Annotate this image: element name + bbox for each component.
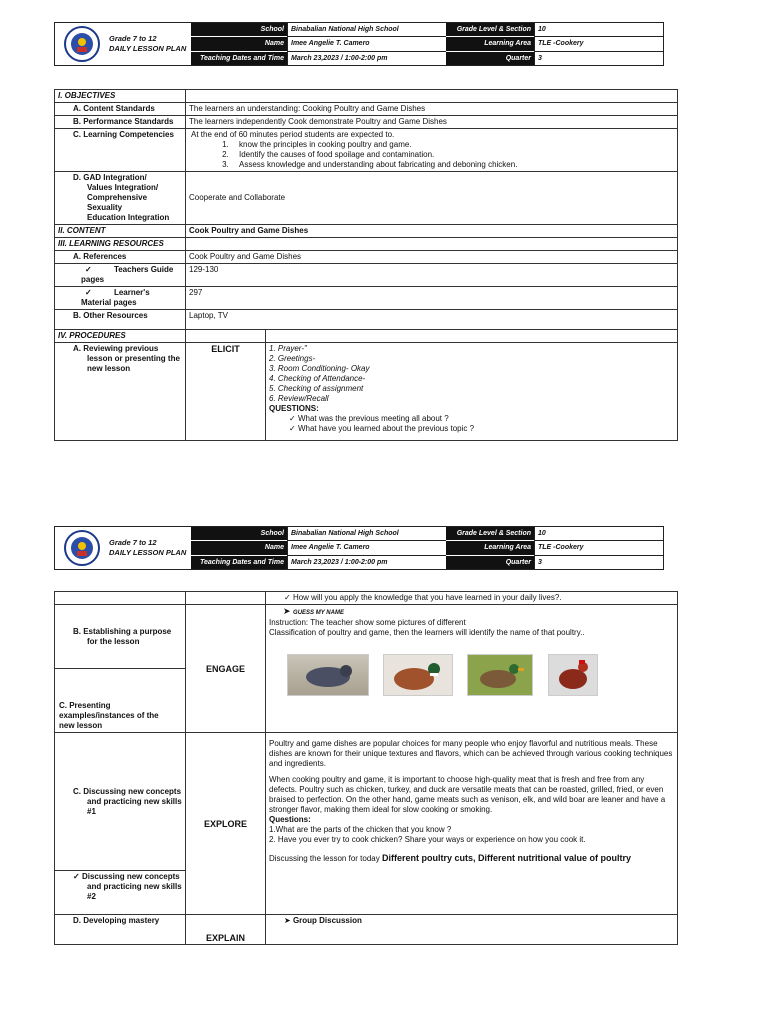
- presenting-line: C. Presenting: [59, 701, 111, 710]
- concepts1-line: C. Discussing new concepts: [73, 786, 182, 796]
- learners-material-label: [55, 287, 186, 310]
- presenting-line: examples/instances of the: [59, 711, 159, 720]
- lm-label-text2: Material pages: [81, 298, 137, 307]
- grade-label: Grade Level & Section: [446, 23, 534, 37]
- explore-paragraph: Poultry and game dishes are popular choices for many people who enjoy flavorful and nutritious meals. These dishes are known for their unique textures and flavors, which can be achieved through various cooking techniques and ingredients.: [269, 739, 673, 768]
- dates-value: March 23,2023 / 1:00-2:00 pm: [291, 54, 388, 62]
- lm-label-text: Learner's: [113, 288, 150, 297]
- gad-value: Cooperate and Collaborate: [186, 172, 678, 225]
- question-item: 1.What are the parts of the chicken that you know ?: [269, 825, 452, 834]
- explore-paragraph: When cooking poultry and game, it is important to choose high-quality meat that is fresh and free from any defects. Poultry such as chicken, turkey, and duck are versatile meats that can be roasted, grilled, fried, or even braised to perfection. On the other hand, game meats such as venison, elk, and wild boar are leaner and have a stronger flavor, making them ideal for slow cooking or smoking.: [269, 775, 666, 814]
- poultry-pictures: [269, 654, 674, 699]
- tg-label-text2: pages: [81, 275, 105, 284]
- elicit-activities: [266, 343, 678, 441]
- grade-value: 10: [535, 527, 663, 541]
- question-text: What was the previous meeting all about ?: [297, 414, 449, 423]
- header-labels-left: [191, 23, 287, 65]
- learners-material-value: 297: [186, 287, 678, 310]
- content-standards-label: A. Content Standards: [55, 103, 186, 116]
- other-resources-label: B. Other Resources: [55, 310, 186, 330]
- gad-line: D. GAD Integration/: [73, 173, 147, 182]
- content-standards-value: The learners an understanding: Cooking Poultry and Game Dishes: [186, 103, 678, 116]
- developing-mastery-label: D. Developing mastery: [55, 915, 186, 945]
- discussing-prefix: Discussing the lesson for today: [269, 854, 380, 863]
- group-discussion: Group Discussion: [292, 916, 362, 925]
- page2-lesson-table: [54, 591, 678, 945]
- presenting-examples-label: [55, 669, 186, 733]
- competency-item: 2. Identify the causes of food spoilage and contamination.: [231, 150, 674, 160]
- content-heading: II. CONTENT: [55, 225, 186, 238]
- instruction-text: Instruction: The teacher show some pictures of different: [269, 618, 466, 627]
- purpose-line: for the lesson: [87, 636, 140, 646]
- school-label: School: [191, 23, 287, 37]
- school-label: School: [191, 527, 287, 541]
- grade-range: Grade 7 to 12: [109, 34, 157, 43]
- elicit-item: 5. Checking of assignment: [269, 384, 364, 393]
- school-value: Binabalian National High School: [288, 527, 446, 541]
- quarter-value: 3: [538, 558, 542, 566]
- explain-activities: [266, 915, 678, 945]
- tg-label-text: Teachers Guide: [113, 265, 174, 274]
- apply-question-text: How will you apply the knowledge that you have learned in your daily lives?.: [292, 593, 562, 602]
- question-text: What have you learned about the previous topic ?: [297, 424, 475, 433]
- name-value: Imee Angelie T. Camero: [288, 541, 446, 555]
- concepts1-line: #1: [87, 806, 96, 816]
- grade-range: Grade 7 to 12: [109, 538, 157, 547]
- questions-label: QUESTIONS:: [269, 404, 319, 413]
- grade-label: Grade Level & Section: [446, 527, 534, 541]
- quarter-label: Quarter: [505, 558, 531, 566]
- question-item: [289, 414, 674, 424]
- discussing-topic-bold: Different poultry cuts, Different nutritional value of poultry: [381, 853, 631, 863]
- arrow-icon: ➤: [283, 606, 294, 616]
- reviewing-line: A. Reviewing previous: [73, 344, 159, 353]
- question-item: 2. Have you ever try to cook chicken? Share your ways or experience on how you cook it.: [269, 835, 586, 844]
- rooster-photo: [548, 654, 598, 696]
- check-icon: ✓: [284, 593, 293, 602]
- explore-phase: EXPLORE: [186, 733, 266, 915]
- header-labels-right: [446, 23, 534, 65]
- engage-activities: [266, 605, 678, 733]
- learning-resources-heading: III. LEARNING RESOURCES: [55, 238, 186, 251]
- question-item: [289, 424, 674, 434]
- content-value: Cook Poultry and Game Dishes: [186, 225, 678, 238]
- competency-item: 1. know the principles in cooking poultry and game.: [231, 140, 674, 150]
- learning-competencies-value: [186, 129, 678, 172]
- engage-phase: ENGAGE: [186, 605, 266, 733]
- grade-value: 10: [535, 23, 663, 37]
- concepts2-line: #2: [87, 892, 96, 901]
- area-value: TLE -Cookery: [535, 37, 663, 51]
- area-value: TLE -Cookery: [535, 541, 663, 555]
- quarter-label: Quarter: [505, 54, 531, 62]
- dates-label: Teaching Dates and Time: [199, 54, 284, 62]
- area-label: Learning Area: [446, 541, 534, 555]
- elicit-item: 4. Checking of Attendance-: [269, 374, 366, 383]
- establishing-purpose-label: [55, 605, 186, 669]
- concepts2-text: Discussing new concepts: [81, 872, 180, 881]
- other-resources-value: Laptop, TV: [186, 310, 678, 330]
- competencies-intro: At the end of 60 minutes period students are expected to.: [191, 130, 395, 139]
- references-value: Cook Poultry and Game Dishes: [186, 251, 678, 264]
- elicit-item: 2. Greetings-: [269, 354, 316, 363]
- check-icon: ✓: [85, 288, 92, 297]
- dates-label: Teaching Dates and Time: [199, 558, 284, 566]
- discussing-concepts-1-label: [55, 733, 186, 871]
- school-value: Binabalian National High School: [288, 23, 446, 37]
- performance-standards-value: The learners independently Cook demonstrate Poultry and Game Dishes: [186, 116, 678, 129]
- name-value: Imee Angelie T. Camero: [288, 37, 446, 51]
- discussing-concepts-2-label: [55, 871, 186, 915]
- explain-phase: EXPLAIN: [186, 915, 266, 945]
- performance-standards-label: B. Performance Standards: [55, 116, 186, 129]
- deped-seal-logo: [55, 527, 109, 569]
- elicit-item: 3. Room Conditioning- Okay: [269, 364, 370, 373]
- gad-line: Education Integration: [87, 213, 170, 222]
- check-icon: ✓: [289, 414, 298, 423]
- header-labels-left: [191, 527, 287, 569]
- discussing-topic: [269, 853, 674, 864]
- learning-competencies-label: C. Learning Competencies: [55, 129, 186, 172]
- presenting-line: new lesson: [59, 721, 103, 730]
- reviewing-line: lesson or presenting the: [87, 354, 180, 363]
- duck-photo: [467, 654, 533, 696]
- page1-lesson-table: [54, 89, 678, 441]
- dlp-label: DAILY LESSON PLAN: [109, 44, 187, 53]
- dlp-label: DAILY LESSON PLAN: [109, 548, 187, 557]
- explore-content: [266, 733, 678, 915]
- dates-value: March 23,2023 / 1:00-2:00 pm: [291, 558, 388, 566]
- apply-question: [266, 592, 678, 605]
- check-icon: ✓: [289, 424, 298, 433]
- gad-line: Comprehensive Sexuality: [87, 193, 148, 212]
- name-label: Name: [191, 541, 287, 555]
- references-label: A. References: [55, 251, 186, 264]
- concepts2-line: and practicing new skills: [87, 882, 182, 891]
- elicit-item: 6. Review/Recall: [269, 394, 329, 403]
- objectives-heading: I. OBJECTIVES: [55, 90, 186, 103]
- header-labels-right: [446, 527, 534, 569]
- arrow-icon: ➤: [284, 916, 293, 925]
- plan-title: [109, 23, 191, 65]
- elicit-phase: ELICIT: [186, 343, 266, 441]
- gad-line: Values Integration/: [87, 183, 159, 192]
- plan-title: [109, 527, 191, 569]
- concepts1-line: and practicing new skills: [87, 796, 182, 806]
- teachers-guide-value: 129-130: [186, 264, 678, 287]
- quarter-value: 3: [538, 54, 542, 62]
- concepts2-line: [73, 872, 182, 882]
- check-icon: ✓: [73, 872, 82, 881]
- guess-my-name: GUESS MY NAME: [293, 610, 344, 616]
- pheasant-photo: [383, 654, 453, 696]
- reviewing-lesson-label: [55, 343, 186, 441]
- procedures-heading: IV. PROCEDURES: [55, 330, 186, 343]
- competency-item: 3. Assess knowledge and understanding about fabricating and deboning chicken.: [231, 160, 674, 170]
- check-icon: ✓: [85, 265, 92, 274]
- purpose-line: B. Establishing a purpose: [73, 626, 172, 636]
- page1-header: [54, 22, 664, 66]
- name-label: Name: [191, 37, 287, 51]
- reviewing-line: new lesson: [87, 364, 131, 373]
- gad-integration-label: [55, 172, 186, 225]
- page2-header: [54, 526, 664, 570]
- deped-seal-logo: [55, 23, 109, 65]
- teachers-guide-label: [55, 264, 186, 287]
- elicit-item: 1. Prayer-": [269, 344, 307, 353]
- area-label: Learning Area: [446, 37, 534, 51]
- questions-label: Questions:: [269, 815, 311, 824]
- classification-text: Classification of poultry and game, then the learners will identify the name of that poultry..: [269, 628, 585, 637]
- quail-photo: [287, 654, 369, 696]
